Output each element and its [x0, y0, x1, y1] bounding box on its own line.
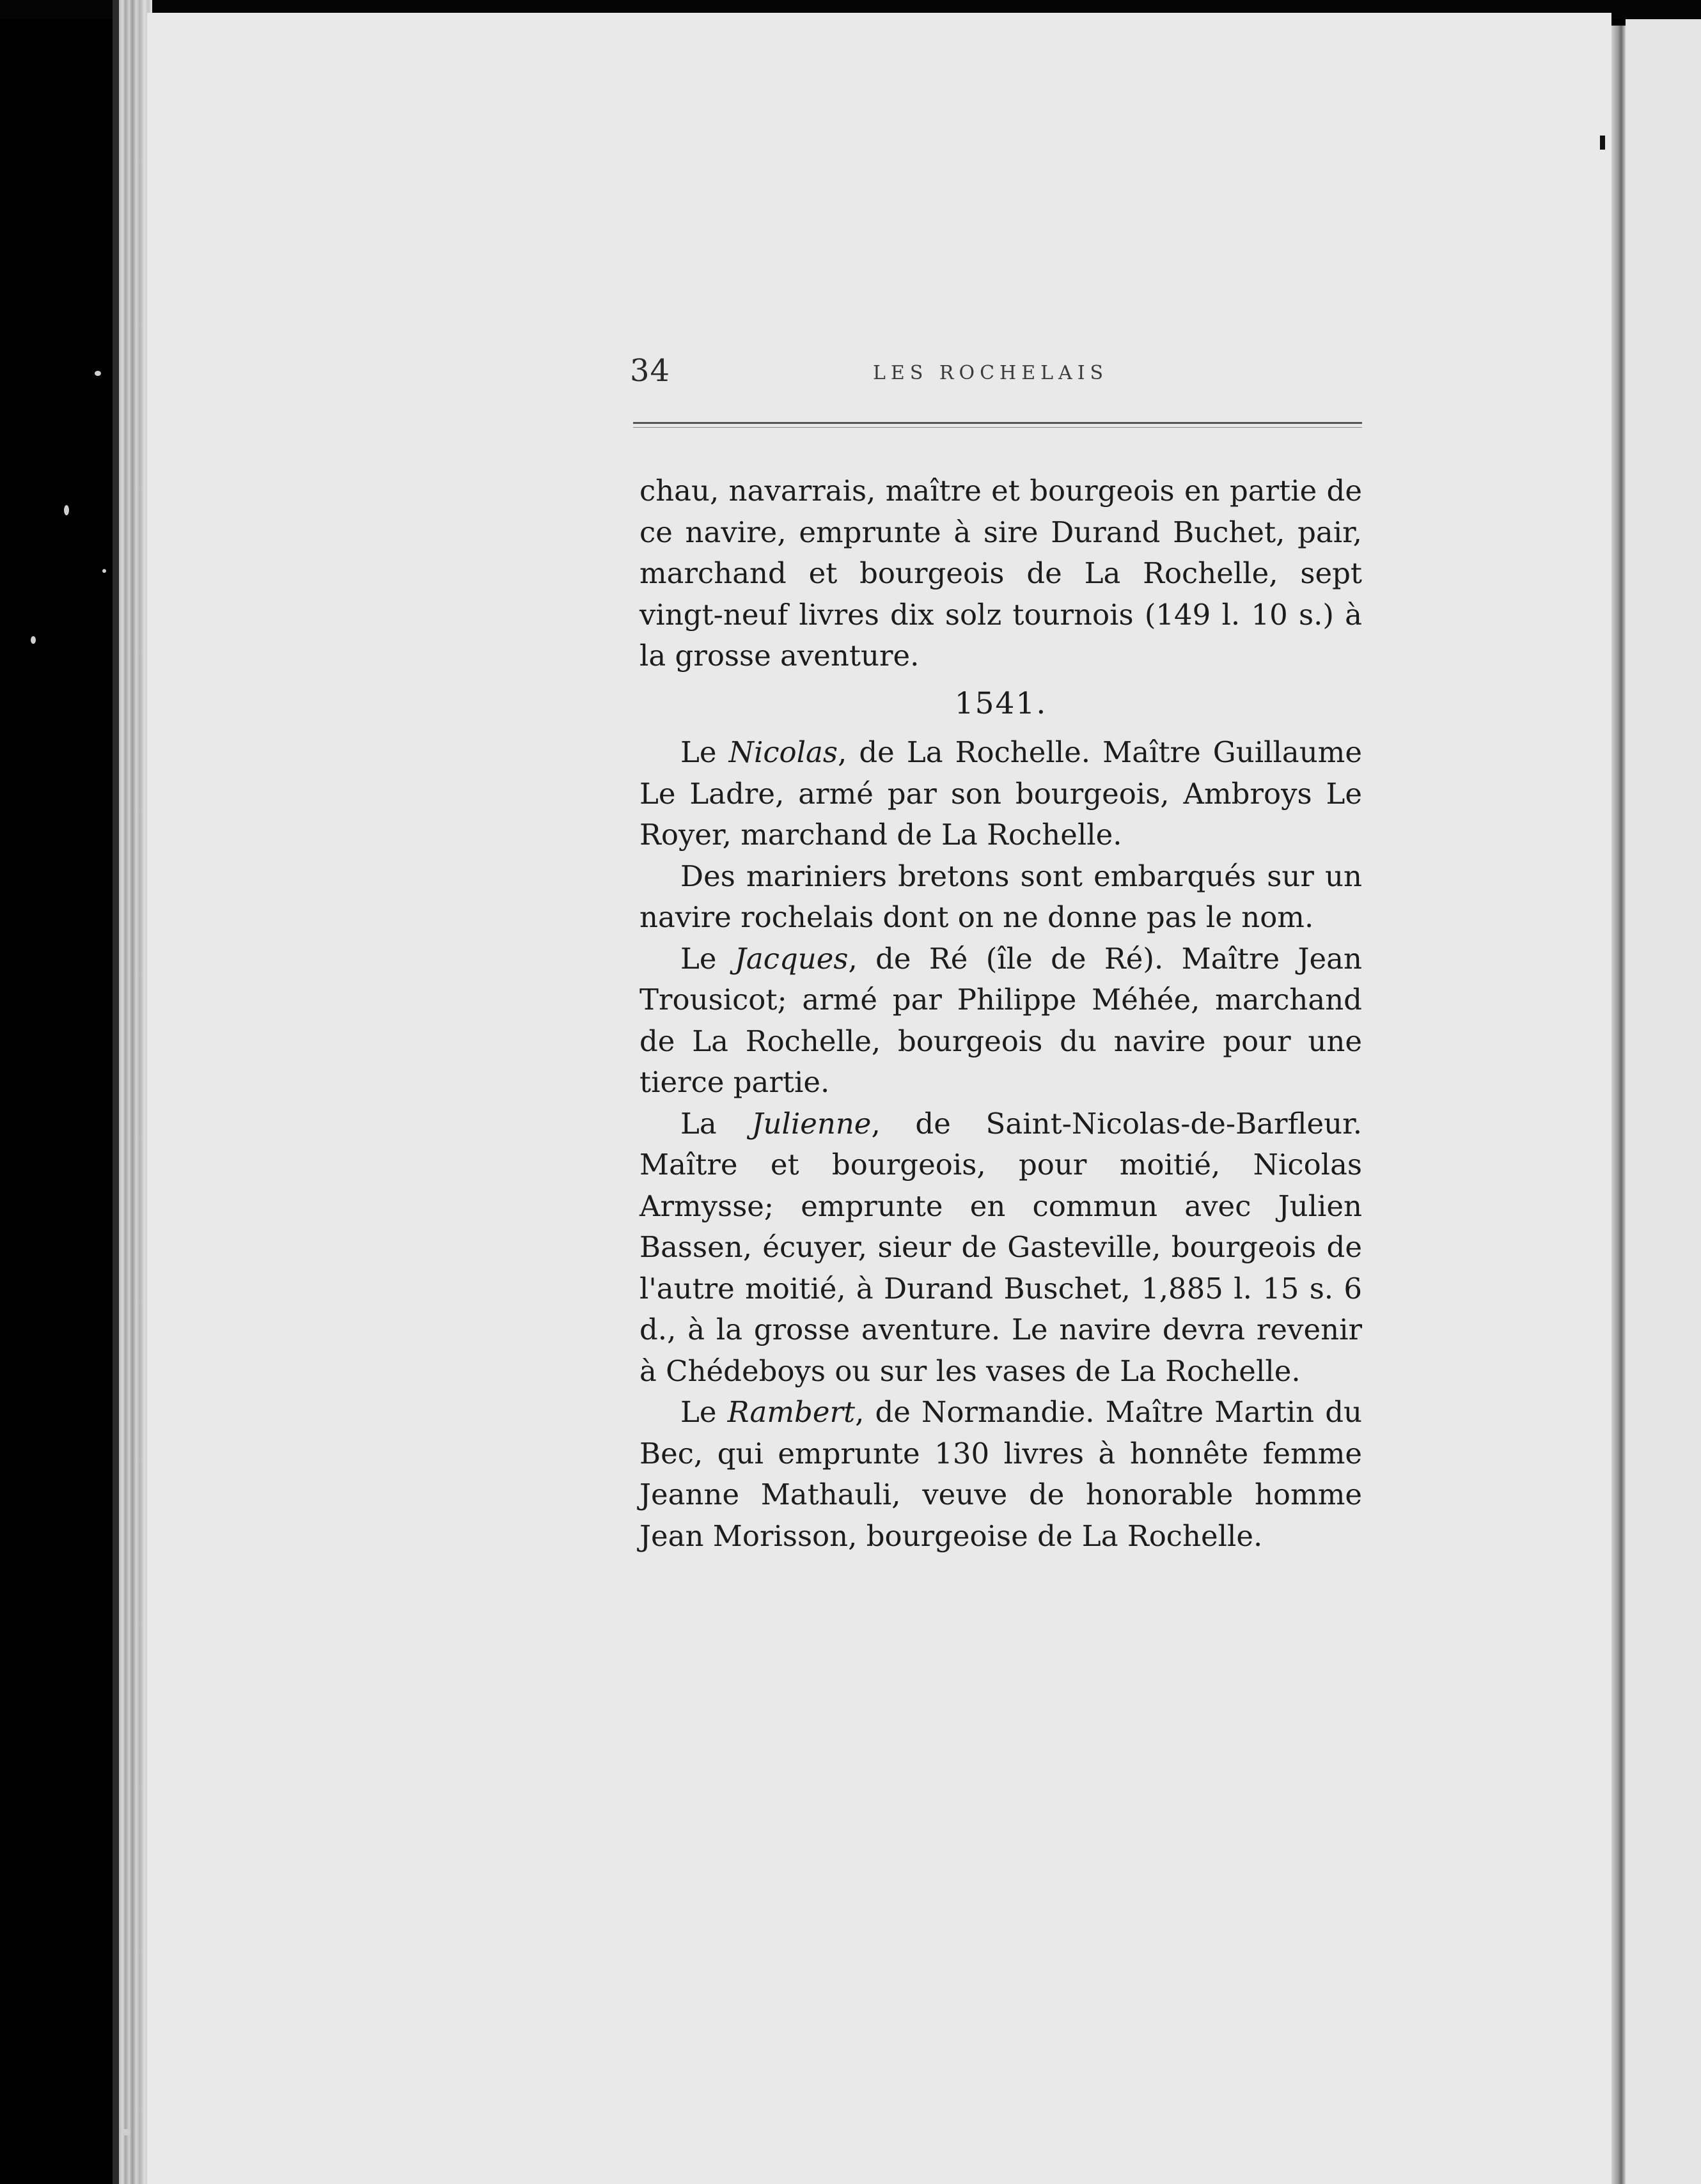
ship-entry-text: , de Normandie. Maître Martin du Bec, qui emprunte 130 livres à honnête femme Jeanne Mathauli, veuve de honorable homme Jean Morisson, bourgeoise de La Rochelle.	[639, 1395, 1362, 1553]
paragraph-continuation: chau, navarrais, maître et bourgeois en partie de ce navire, emprunte à sire Durand Buchet, pair, marchand et bourgeois de La Rochelle, sept vingt-neuf livres dix solz tournois (149 l. 10 s.) à la grosse aventure.	[639, 474, 1362, 673]
paragraph-rambert	[639, 1392, 1362, 1557]
scan-speck	[31, 636, 36, 644]
scan-speck	[122, 2129, 130, 2135]
scan-speck	[95, 371, 101, 376]
scan-speck	[64, 505, 69, 515]
ship-article: Le	[680, 1395, 728, 1429]
ship-article: La	[680, 1106, 752, 1141]
ship-article: Le	[680, 941, 735, 976]
year-heading: 1541.	[954, 685, 1047, 721]
header-rule	[633, 422, 1362, 424]
ship-name: Julienne	[751, 1106, 872, 1141]
ship-entry-text: , de Ré (île de Ré). Maître Jean Trousicot; armé par Philippe Méhée, marchand de La Rochelle, bourgeois du navire pour une tierce partie.	[639, 941, 1362, 1099]
facing-page-sliver	[1626, 19, 1701, 2184]
paragraph-nicolas	[639, 732, 1362, 856]
running-head: LES ROCHELAIS	[873, 362, 1109, 384]
page-number: 34	[630, 353, 671, 389]
ship-entry-text: , de La Rochelle. Maître Guillaume Le Ladre, armé par son bourgeois, Ambroys Le Royer, marchand de La Rochelle.	[639, 735, 1362, 852]
ship-name: Jacques	[734, 941, 849, 976]
page-header	[630, 353, 1365, 404]
facing-page-mark	[1600, 136, 1605, 150]
page-gutter	[1611, 26, 1626, 2184]
ship-name: Nicolas	[728, 735, 838, 769]
paragraph-jacques	[639, 939, 1362, 1104]
ship-article: Le	[680, 735, 729, 769]
paragraph-julienne	[639, 1104, 1362, 1392]
body-text	[639, 471, 1362, 1557]
scan-speck	[102, 569, 106, 573]
header-rule-thin	[633, 427, 1362, 428]
ship-name: Rambert	[727, 1395, 856, 1429]
ship-entry-text: , de Saint-Nicolas-de-Barfleur. Maître et bourgeois, pour moitié, Nicolas Armysse; emprunte en commun avec Julien Bassen, écuyer, sieur de Gasteville, bourgeois de l'autre moitié, à Durand Buschet, 1,885 l. 15 s. 6 d., à la grosse aventure. Le navire devra revenir à Chédeboys ou sur les vases de La Rochelle.	[639, 1106, 1362, 1388]
paragraph-bretons: Des mariniers bretons sont embarqués sur un navire rochelais dont on ne donne pas le nom.	[639, 859, 1362, 934]
